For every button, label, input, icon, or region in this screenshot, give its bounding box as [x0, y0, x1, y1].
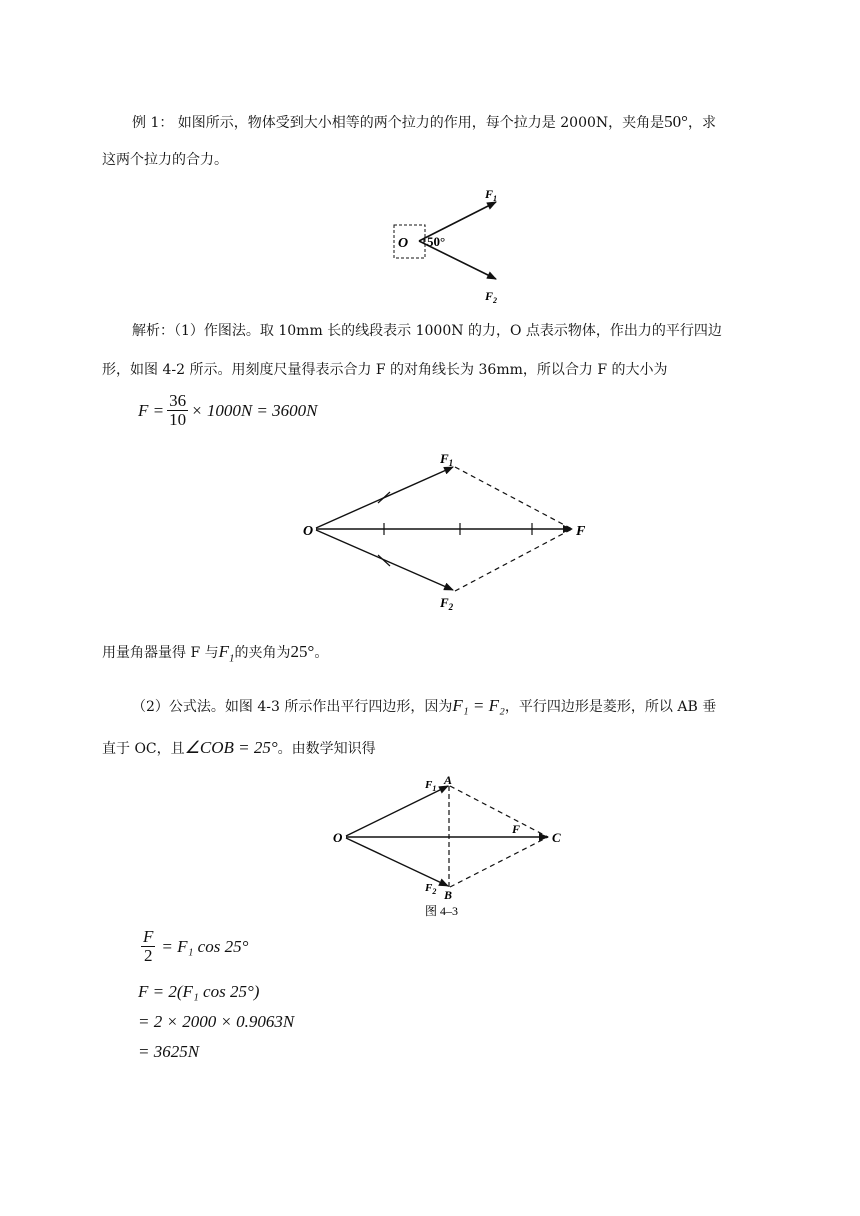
example-line1: 例 1： 如图所示，物体受到大小相等的两个拉力的作用，每个拉力是 2000N，夹角是	[132, 115, 665, 131]
figure-2	[300, 445, 600, 615]
figure-3	[330, 770, 570, 920]
fig1-f2-label: $F_2$	[485, 289, 498, 305]
f2-vector	[316, 530, 453, 590]
fig3-caption: 图 4–3	[425, 904, 459, 918]
fig3-o-label: O	[333, 830, 343, 845]
analysis-line1: 解析：（1）作图法。取 10mm 长的线段表示 1000N 的力，O 点表示物体，作出力的平行四边	[132, 323, 722, 339]
measure-angle: 25°	[290, 642, 315, 661]
eq1-num: 36	[169, 391, 187, 410]
example-line2: 这两个拉力的合力。	[102, 152, 228, 168]
example-angle: 50°	[664, 112, 688, 131]
equation-1	[138, 392, 317, 429]
measure-mid: 的夹角为	[234, 645, 291, 661]
f1-mark	[378, 492, 390, 503]
measure-f1: $F_1$	[218, 642, 235, 665]
f2-vector	[346, 838, 448, 886]
figure-1	[385, 180, 515, 305]
measure-pre: 用量角器量得 F 与	[102, 645, 219, 661]
eq2-fraction	[141, 928, 155, 965]
equation-2-line1	[138, 928, 248, 965]
dashed-upper	[455, 467, 572, 529]
fig2-f-label: F	[576, 524, 586, 539]
dashed-ac	[450, 786, 548, 837]
dashed-bc	[450, 837, 548, 887]
formula-line1-post: ，平行四边形是菱形，所以 AB 垂	[504, 699, 717, 715]
formula-line2-pre: 直于 OC，且	[102, 741, 185, 757]
formula-line1	[102, 686, 762, 727]
eq2-num: F	[143, 927, 154, 946]
fig3-f1-label: $F_1$	[425, 779, 437, 793]
eq2-rhs1: = F₁ cos 25°	[161, 936, 249, 956]
eq1-den: 10	[169, 410, 187, 429]
dashed-lower	[455, 529, 572, 591]
example-paragraph	[102, 102, 762, 143]
example-line1-end: ，求	[687, 115, 716, 131]
equation-2-line2: F = 2(F₁ cos 25°)	[138, 982, 260, 1001]
eq2-den: 2	[143, 946, 153, 965]
measure-end: 。	[314, 645, 329, 661]
measure-line	[102, 632, 762, 678]
fig1-f1-label: $F_1$	[485, 187, 498, 203]
fig3-f2-label: $F_2$	[425, 882, 437, 896]
eq1-fraction	[167, 392, 188, 429]
equation-2-line3: = 2 × 2000 × 0.9063N	[138, 1012, 295, 1031]
fig2-f1-label: $F_1$	[440, 451, 454, 468]
f2-mark	[378, 555, 390, 566]
fig3-b-label: B	[444, 888, 453, 902]
analysis-line2: 形，如图 4-2 所示。用刻度尺量得表示合力 F 的对角线长为 36mm，所以合力 F 的大小为	[102, 362, 668, 378]
equation-2-line4: = 3625N	[138, 1042, 200, 1061]
fig2-f2-label: $F_2$	[440, 595, 454, 612]
formula-line1-pre: （2）公式法。如图 4-3 所示作出平行四边形，因为	[132, 699, 453, 715]
fig3-c-label: C	[552, 830, 561, 845]
eq1-lhs: F =	[138, 400, 165, 420]
fig3-f-label: F	[512, 822, 521, 836]
fig1-o-label: O	[398, 236, 409, 251]
eq1-rhs: × 1000N = 3600N	[191, 400, 318, 420]
formula-line2-eq: ∠COB = 25°	[184, 738, 278, 757]
f1-vector	[346, 786, 448, 836]
formula-line2	[102, 728, 762, 769]
fig2-o-label: O	[303, 524, 314, 539]
formula-line2-post: 。由数学知识得	[277, 741, 376, 757]
fig3-a-label: A	[444, 773, 453, 787]
formula-line1-eq: F₁ = F₂	[452, 696, 505, 715]
fig1-angle-label: 50°	[427, 234, 446, 249]
